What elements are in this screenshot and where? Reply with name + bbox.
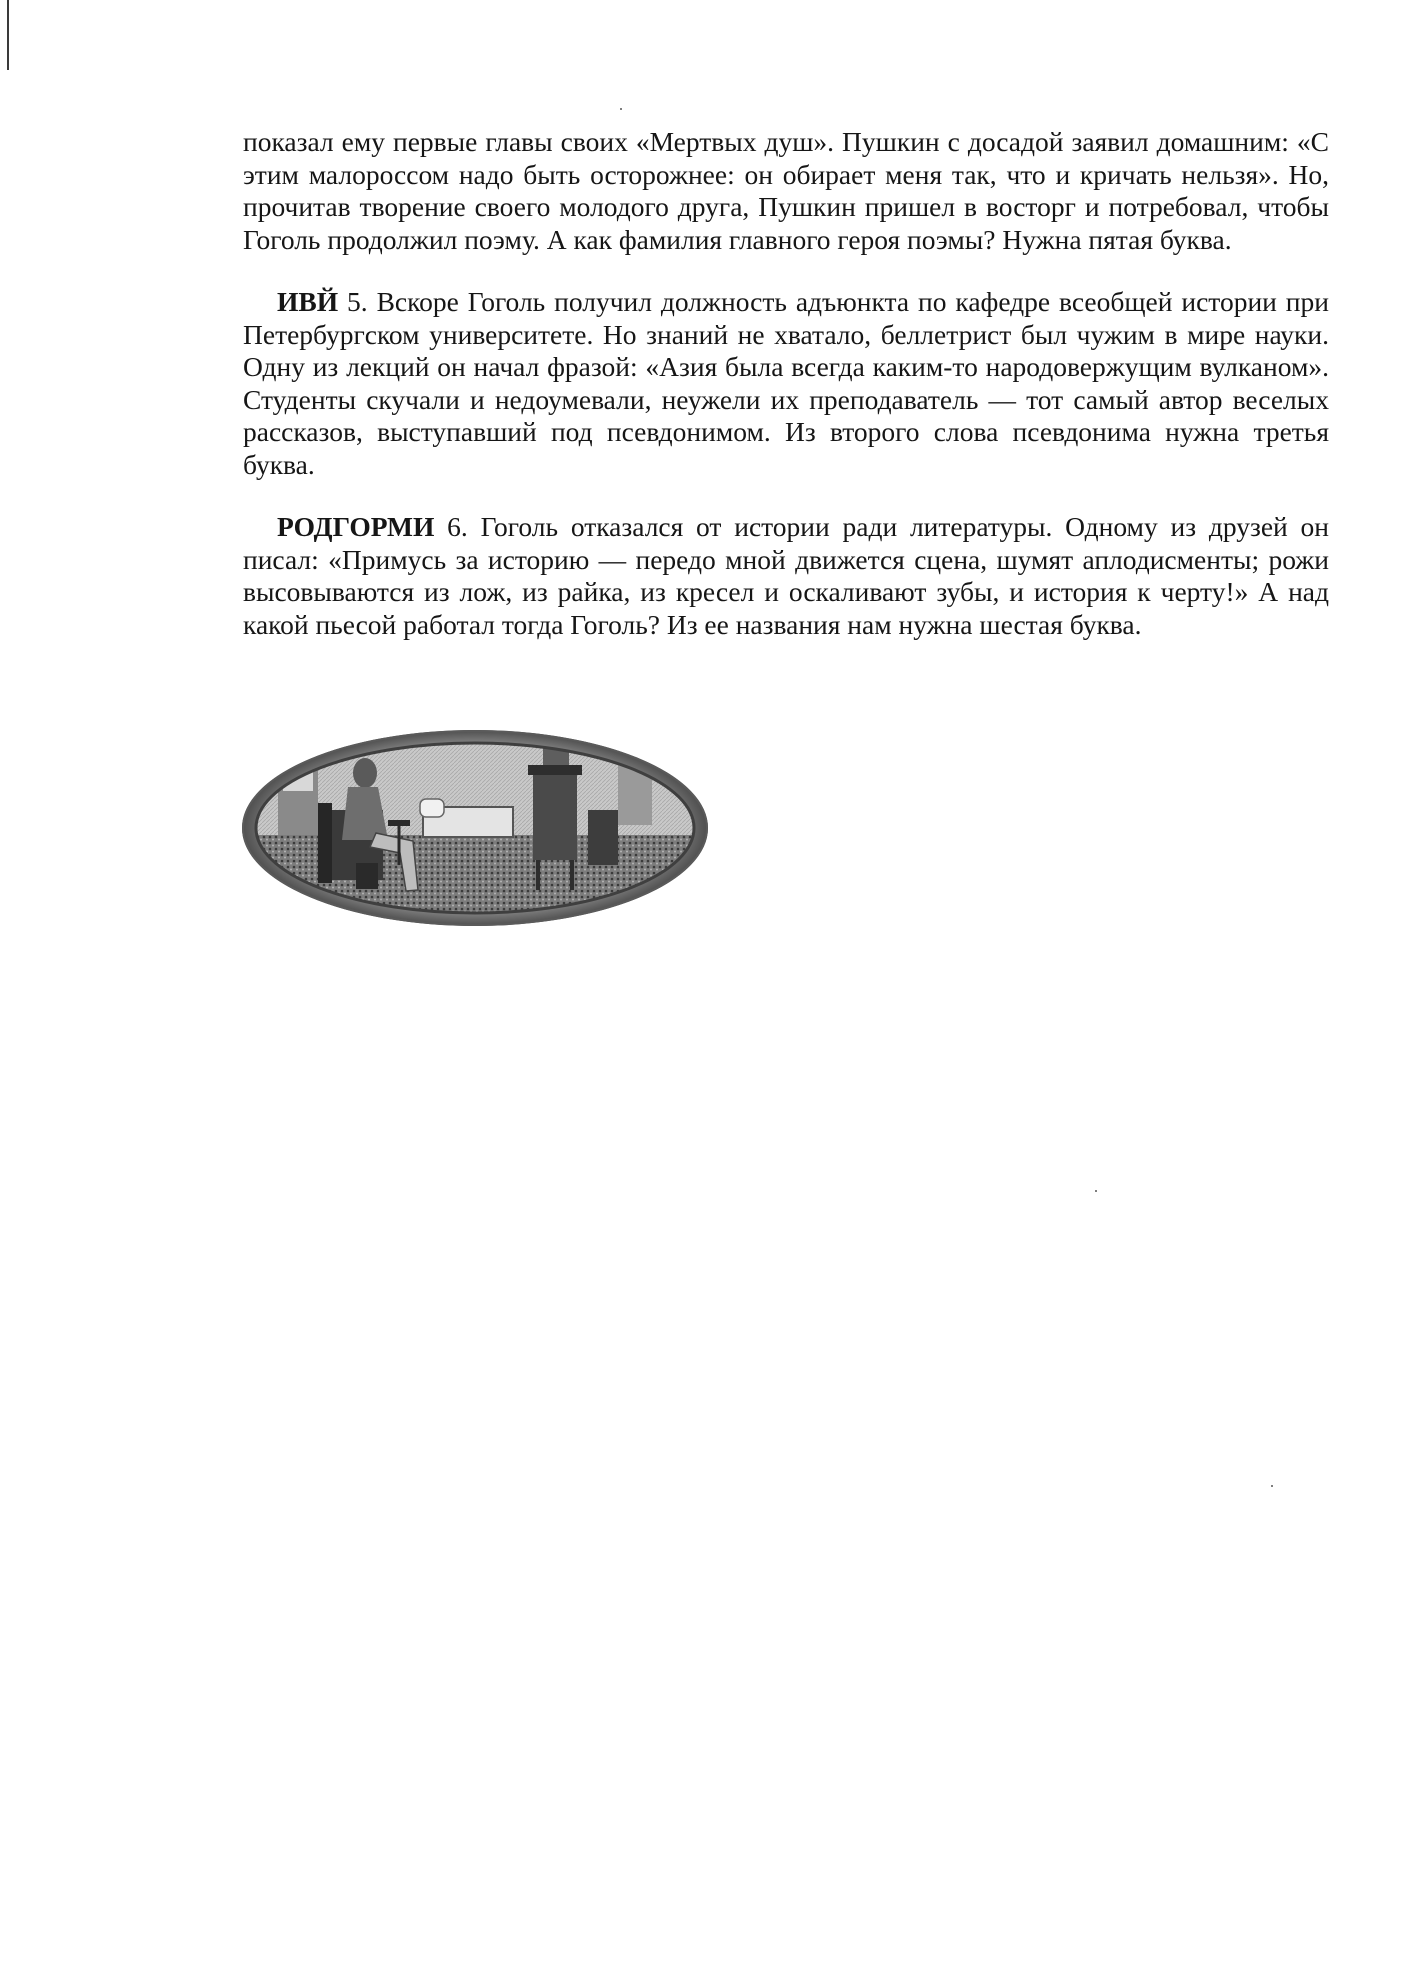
room-scene xyxy=(238,715,708,935)
scan-speck xyxy=(1271,1485,1273,1487)
scan-edge-line xyxy=(7,0,9,70)
document-body xyxy=(243,126,1329,671)
paragraph-question-5 xyxy=(243,286,1329,481)
paragraph-text: 6. Гоголь отказался от истории ради литературы. Одному из друзей он писал: «Примусь за историю — передо мной движется сцена, шумят аплодисменты; рожи высовываются из лож, из райка, из кресел и оскаливают зубы, и история к черту!» А над какой пьесой работал тогда Гоголь? Из ее названия нам нужна шестая буква. xyxy=(243,511,1329,640)
oval-engraving-illustration xyxy=(238,715,708,935)
answer-anagram: ИВЙ xyxy=(277,286,339,317)
paragraph-question-6 xyxy=(243,511,1329,641)
paragraph-text: 5. Вскоре Гоголь получил должность адъюнкта по кафедре всеобщей истории при Петербургском университете. Но знаний не хватало, беллетрист был чужим в мире науки. Одну из лекций он начал фразой: «Азия была всегда каким-то народовержущим вулканом». Студенты скучали и недоумевали, неужели их преподаватель — тот самый автор веселых рассказов, выступавший под псевдонимом. Из второго слова псевдонима нужна третья буква. xyxy=(243,286,1329,480)
scan-speck xyxy=(1095,1190,1097,1192)
scan-speck xyxy=(620,108,622,110)
answer-anagram: РОДГОРМИ xyxy=(277,511,435,542)
paragraph-continuation xyxy=(243,126,1329,256)
engraving-svg xyxy=(238,715,708,935)
paragraph-text: показал ему первые главы своих «Мертвых душ». Пушкин с досадой заявил домашним: «С этим малороссом надо быть осторожнее: он обирает меня так, что и кричать нельзя». Но, прочитав творение своего молодого друга, Пушкин пришел в восторг и потребовал, чтобы Гоголь продолжил поэму. А как фамилия главного героя поэмы? Нужна пятая буква. xyxy=(243,126,1329,255)
